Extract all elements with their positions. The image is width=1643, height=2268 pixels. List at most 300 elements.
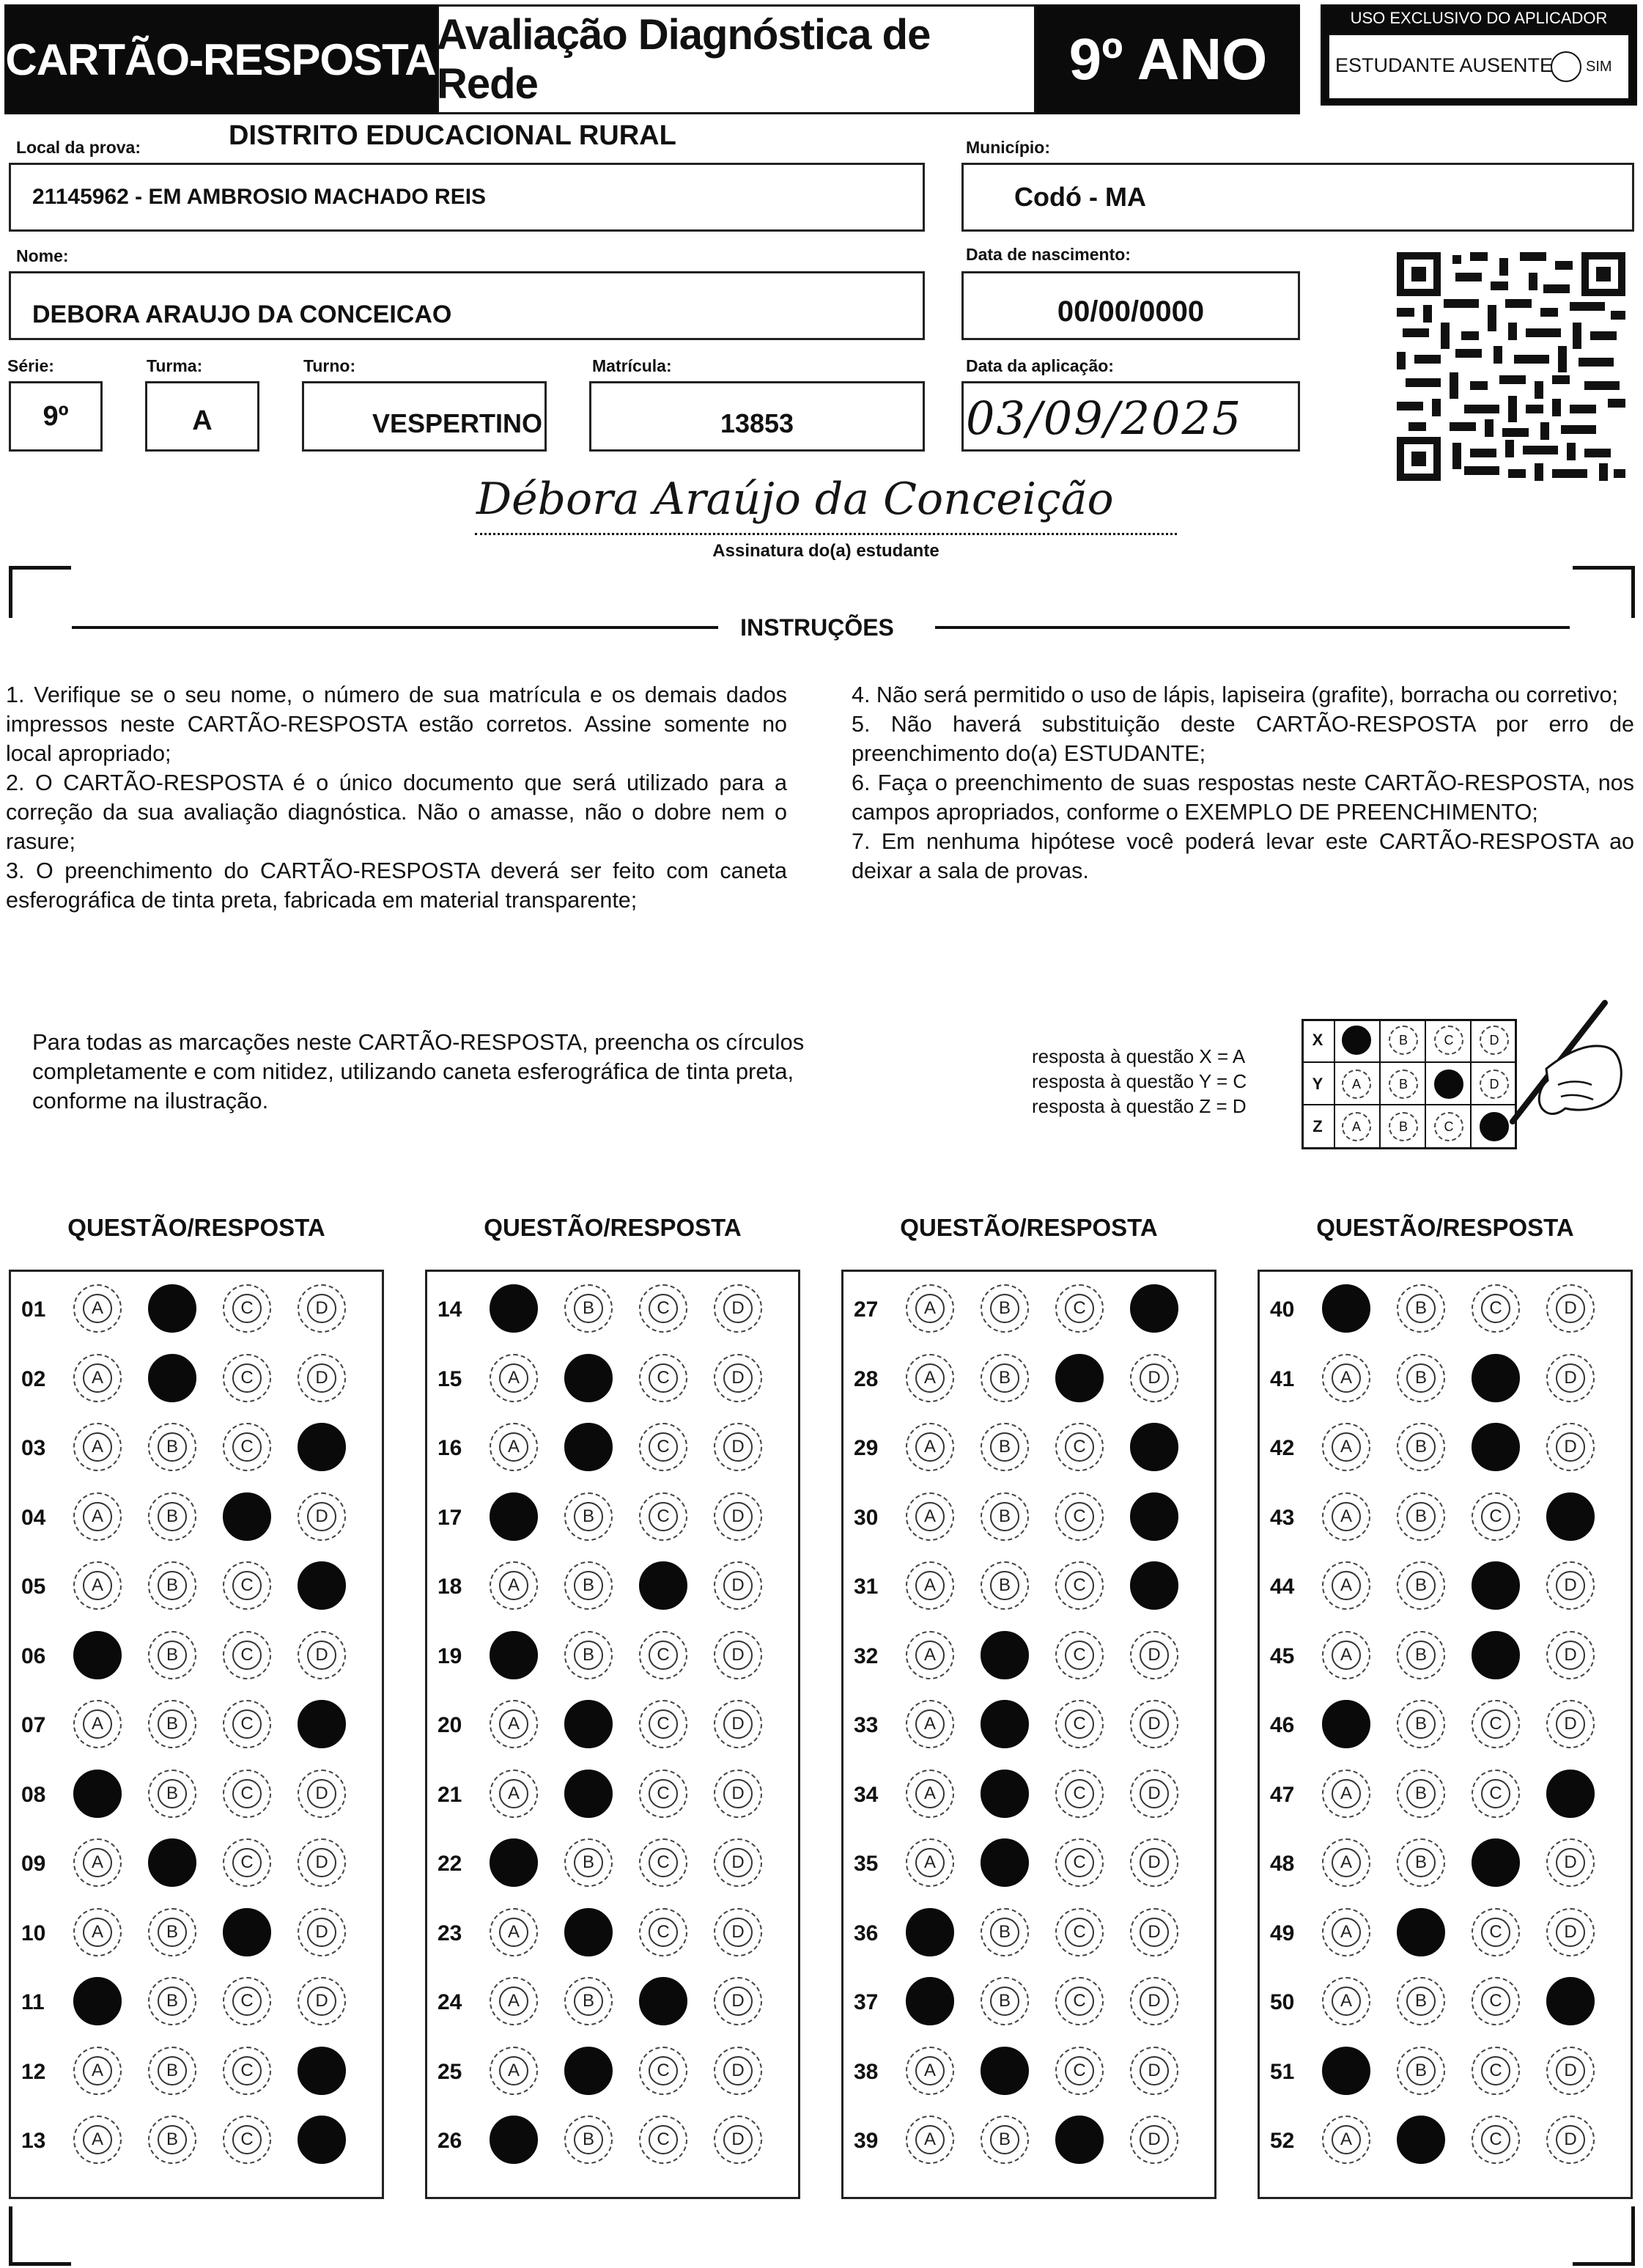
- answers-column-header: QUESTÃO/RESPOSTA: [1316, 1214, 1574, 1241]
- answer-bubble[interactable]: [1322, 1561, 1370, 1610]
- answer-bubble[interactable]: [1055, 1284, 1104, 1333]
- answer-bubble[interactable]: [564, 1492, 613, 1541]
- answer-bubble[interactable]: [490, 1977, 538, 2025]
- turno-value: VESPERTINO: [372, 408, 542, 438]
- example-cell: [1379, 1063, 1426, 1105]
- bubble-letter: B: [990, 1363, 1019, 1393]
- answer-bubble[interactable]: [906, 1354, 954, 1402]
- question-row: [1260, 1910, 1631, 1954]
- answer-bubble-filled[interactable]: [981, 1838, 1029, 1887]
- answer-bubble[interactable]: [1055, 1838, 1104, 1887]
- answer-bubble[interactable]: [223, 1284, 271, 1333]
- answer-bubble-filled[interactable]: [1397, 1908, 1445, 1956]
- bubble-letter: A: [1332, 1502, 1361, 1531]
- answer-bubble[interactable]: [223, 2116, 271, 2164]
- answer-bubble[interactable]: [148, 1977, 196, 2025]
- answer-bubble[interactable]: [298, 1977, 346, 2025]
- question-number: 45: [1270, 1643, 1295, 1668]
- bubble-letter: C: [232, 1641, 262, 1670]
- answer-bubble[interactable]: [564, 1561, 613, 1610]
- answer-bubble[interactable]: [223, 1561, 271, 1610]
- answer-bubble-filled[interactable]: [564, 1423, 613, 1471]
- question-row: [11, 1286, 382, 1330]
- answer-bubble[interactable]: [639, 1354, 687, 1402]
- answer-bubble[interactable]: [1472, 1908, 1520, 1956]
- answer-bubble[interactable]: [1397, 1631, 1445, 1679]
- answer-bubble[interactable]: [906, 1700, 954, 1748]
- answer-bubble[interactable]: [73, 1561, 122, 1610]
- question-row: [843, 1841, 1214, 1885]
- answer-bubble[interactable]: [298, 1354, 346, 1402]
- answer-bubble[interactable]: [298, 1770, 346, 1818]
- answers-column: [1258, 1270, 1633, 2199]
- answer-bubble-filled[interactable]: [1055, 2116, 1104, 2164]
- answer-bubble[interactable]: [714, 1561, 762, 1610]
- answer-bubble-filled[interactable]: [73, 1977, 122, 2025]
- answer-bubble-filled[interactable]: [981, 2047, 1029, 2095]
- answer-bubble[interactable]: [490, 1700, 538, 1748]
- bubble-letter: C: [649, 1848, 678, 1877]
- question-row: [1260, 1841, 1631, 1885]
- question-number: 04: [21, 1505, 46, 1530]
- answer-bubble[interactable]: [714, 1700, 762, 1748]
- answer-bubble[interactable]: [1546, 2116, 1595, 2164]
- question-number: 44: [1270, 1575, 1295, 1599]
- answer-bubble[interactable]: [1546, 1561, 1595, 1610]
- answer-bubble[interactable]: [223, 1770, 271, 1818]
- answer-bubble[interactable]: [639, 1284, 687, 1333]
- answer-bubble[interactable]: [73, 2116, 122, 2164]
- answer-bubble[interactable]: [1130, 1908, 1178, 1956]
- answer-bubble[interactable]: [714, 1908, 762, 1956]
- answer-bubble[interactable]: [1322, 2116, 1370, 2164]
- answer-bubble[interactable]: [148, 2047, 196, 2095]
- answer-bubble[interactable]: [1397, 1770, 1445, 1818]
- bubble-letter: C: [649, 2056, 678, 2085]
- question-row: [11, 1702, 382, 1746]
- question-number: 28: [854, 1366, 879, 1391]
- answer-bubble[interactable]: [1472, 2047, 1520, 2095]
- answer-bubble[interactable]: [490, 1908, 538, 1956]
- bubble-letter: C: [1065, 1918, 1094, 1947]
- answer-bubble[interactable]: [639, 1770, 687, 1818]
- answer-bubble-filled[interactable]: [981, 1631, 1029, 1679]
- answer-bubble[interactable]: [906, 1423, 954, 1471]
- answer-bubble[interactable]: [714, 1423, 762, 1471]
- answer-bubble[interactable]: [1322, 1423, 1370, 1471]
- answer-bubble[interactable]: [1472, 1492, 1520, 1541]
- answer-bubble-filled[interactable]: [639, 1561, 687, 1610]
- answer-bubble[interactable]: [1397, 1354, 1445, 1402]
- answer-bubble-filled[interactable]: [1546, 1492, 1595, 1541]
- bubble-letter: C: [232, 2125, 262, 2154]
- bubble-letter: D: [1140, 1363, 1169, 1393]
- answer-bubble[interactable]: [1130, 2116, 1178, 2164]
- answer-bubble[interactable]: [1130, 1354, 1178, 1402]
- answer-bubble[interactable]: [73, 1492, 122, 1541]
- answer-bubble[interactable]: [490, 1561, 538, 1610]
- bubble-letter: C: [232, 1294, 262, 1323]
- answer-bubble[interactable]: [1130, 2047, 1178, 2095]
- bubble-letter: A: [499, 1709, 528, 1739]
- turma-label: Turma:: [147, 356, 203, 375]
- bubble-letter: D: [723, 2125, 753, 2154]
- bubble-letter: B: [1406, 1294, 1436, 1323]
- answer-bubble[interactable]: [223, 1700, 271, 1748]
- answer-bubble[interactable]: [148, 1908, 196, 1956]
- question-number: 25: [437, 2059, 462, 2084]
- answer-bubble[interactable]: [981, 1284, 1029, 1333]
- answer-bubble-filled[interactable]: [1130, 1561, 1178, 1610]
- example-cell: [1334, 1063, 1379, 1105]
- answer-bubble[interactable]: [906, 1631, 954, 1679]
- answer-bubble[interactable]: [639, 1700, 687, 1748]
- answer-bubble[interactable]: [639, 1631, 687, 1679]
- bubble-letter: B: [990, 1571, 1019, 1600]
- answer-bubble[interactable]: [148, 1423, 196, 1471]
- answer-bubble-filled[interactable]: [298, 2047, 346, 2095]
- answer-bubble[interactable]: [1055, 1700, 1104, 1748]
- answer-bubble[interactable]: [1322, 1977, 1370, 2025]
- bubble-letter: C: [1481, 1987, 1510, 2016]
- answer-bubble-filled[interactable]: [564, 1908, 613, 1956]
- answer-bubble-filled[interactable]: [298, 1700, 346, 1748]
- answer-bubble[interactable]: [490, 1770, 538, 1818]
- district-name: DISTRITO EDUCACIONAL RURAL: [229, 120, 676, 151]
- answer-bubble[interactable]: [1055, 1561, 1104, 1610]
- question-number: 31: [854, 1575, 879, 1599]
- answer-bubble[interactable]: [639, 1838, 687, 1887]
- bubble-letter: B: [990, 1987, 1019, 2016]
- answer-bubble[interactable]: [1322, 1631, 1370, 1679]
- example-cell: [1425, 1019, 1472, 1061]
- bubble-letter: C: [1065, 1709, 1094, 1739]
- answer-bubble[interactable]: [1546, 1631, 1595, 1679]
- question-number: 17: [437, 1505, 462, 1530]
- answer-bubble[interactable]: [1055, 2047, 1104, 2095]
- answer-bubble[interactable]: [1130, 1977, 1178, 2025]
- bubble-letter: A: [915, 1641, 945, 1670]
- nome-label: Nome:: [16, 246, 69, 265]
- example-bubble: B: [1389, 1069, 1418, 1099]
- bubble-letter: D: [1140, 2056, 1169, 2085]
- answer-bubble[interactable]: [1397, 1977, 1445, 2025]
- example-row: [1302, 1104, 1517, 1148]
- answer-bubble-filled[interactable]: [564, 1770, 613, 1818]
- answer-bubble[interactable]: [73, 1423, 122, 1471]
- question-number: 46: [1270, 1713, 1295, 1737]
- answer-bubble[interactable]: [148, 1631, 196, 1679]
- answer-bubble[interactable]: [639, 1492, 687, 1541]
- answer-bubble[interactable]: [1055, 1908, 1104, 1956]
- answer-bubble-filled[interactable]: [1130, 1423, 1178, 1471]
- bubble-letter: D: [307, 1502, 336, 1531]
- answer-bubble[interactable]: [1546, 2047, 1595, 2095]
- answer-bubble[interactable]: [73, 1354, 122, 1402]
- answer-bubble[interactable]: [298, 1492, 346, 1541]
- answer-bubble[interactable]: [1546, 1284, 1595, 1333]
- question-row: [843, 2118, 1214, 2162]
- bubble-letter: D: [307, 1641, 336, 1670]
- answer-bubble[interactable]: [490, 1423, 538, 1471]
- answer-bubble[interactable]: [1546, 1700, 1595, 1748]
- answer-bubble[interactable]: [564, 1284, 613, 1333]
- answer-bubble-filled[interactable]: [490, 1838, 538, 1887]
- bubble-letter: D: [1556, 1363, 1585, 1393]
- answer-bubble[interactable]: [1322, 1908, 1370, 1956]
- bubble-letter: B: [574, 2125, 603, 2154]
- answer-bubble-filled[interactable]: [1472, 1354, 1520, 1402]
- answer-bubble[interactable]: [1130, 1700, 1178, 1748]
- question-row: [1260, 1633, 1631, 1677]
- answer-bubble-filled[interactable]: [73, 1770, 122, 1818]
- bubble-letter: B: [158, 1709, 187, 1739]
- answer-bubble[interactable]: [148, 1561, 196, 1610]
- answer-bubble[interactable]: [564, 2116, 613, 2164]
- answer-bubble[interactable]: [148, 2116, 196, 2164]
- bubble-letter: B: [1406, 1779, 1436, 1808]
- answer-bubble[interactable]: [564, 1631, 613, 1679]
- answer-bubble[interactable]: [1546, 1354, 1595, 1402]
- local-label: Local da prova:: [16, 138, 141, 157]
- answer-bubble[interactable]: [714, 1770, 762, 1818]
- answer-bubble[interactable]: [148, 1770, 196, 1818]
- answer-bubble[interactable]: [1055, 1423, 1104, 1471]
- answer-bubble[interactable]: [564, 1977, 613, 2025]
- signature: Débora Araújo da Conceição: [476, 474, 1114, 525]
- bubble-letter: B: [990, 1432, 1019, 1462]
- bubble-letter: C: [1065, 1848, 1094, 1877]
- answer-bubble-filled[interactable]: [490, 1492, 538, 1541]
- absent-option: SIM: [1586, 59, 1612, 75]
- answer-bubble-filled[interactable]: [1322, 1284, 1370, 1333]
- answer-bubble-filled[interactable]: [223, 1492, 271, 1541]
- bubble-letter: A: [83, 1294, 112, 1323]
- bubble-letter: D: [723, 1848, 753, 1877]
- nome-value: DEBORA ARAUJO DA CONCEICAO: [32, 300, 452, 328]
- answer-bubble[interactable]: [1055, 1631, 1104, 1679]
- bubble-letter: D: [1140, 1709, 1169, 1739]
- answer-bubble[interactable]: [981, 1492, 1029, 1541]
- answer-bubble[interactable]: [1397, 1838, 1445, 1887]
- answer-bubble[interactable]: [1397, 1284, 1445, 1333]
- answer-bubble-filled[interactable]: [1472, 1631, 1520, 1679]
- answer-bubble[interactable]: [298, 1284, 346, 1333]
- bubble-letter: D: [1556, 1294, 1585, 1323]
- answer-bubble-filled[interactable]: [906, 1908, 954, 1956]
- answer-bubble[interactable]: [906, 1284, 954, 1333]
- question-row: [427, 1425, 798, 1469]
- answer-bubble[interactable]: [1055, 1492, 1104, 1541]
- answer-bubble[interactable]: [714, 2116, 762, 2164]
- answer-bubble[interactable]: [1322, 1354, 1370, 1402]
- answer-bubble-filled[interactable]: [564, 2047, 613, 2095]
- answer-bubble[interactable]: [906, 1561, 954, 1610]
- answer-bubble-filled[interactable]: [148, 1354, 196, 1402]
- bubble-letter: B: [158, 1641, 187, 1670]
- answer-bubble[interactable]: [1055, 1770, 1104, 1818]
- answer-bubble-filled[interactable]: [298, 1423, 346, 1471]
- answer-bubble[interactable]: [1472, 2116, 1520, 2164]
- bubble-letter: D: [1556, 1641, 1585, 1670]
- bubble-letter: C: [649, 2125, 678, 2154]
- answer-bubble-filled[interactable]: [148, 1284, 196, 1333]
- answer-bubble-filled[interactable]: [148, 1838, 196, 1887]
- answer-bubble[interactable]: [981, 1561, 1029, 1610]
- answers-column-header: QUESTÃO/RESPOSTA: [67, 1214, 325, 1241]
- answer-bubble[interactable]: [148, 1700, 196, 1748]
- answer-bubble[interactable]: [1397, 1423, 1445, 1471]
- answer-bubble[interactable]: [1546, 1838, 1595, 1887]
- bubble-letter: A: [1332, 1641, 1361, 1670]
- answer-bubble[interactable]: [639, 2047, 687, 2095]
- answer-bubble[interactable]: [1130, 1770, 1178, 1818]
- question-row: [11, 1564, 382, 1608]
- answer-bubble[interactable]: [298, 1631, 346, 1679]
- answer-bubble[interactable]: [1322, 1770, 1370, 1818]
- answer-bubble[interactable]: [73, 1838, 122, 1887]
- question-row: [427, 1564, 798, 1608]
- answer-bubble-filled[interactable]: [564, 1354, 613, 1402]
- question-row: [11, 1841, 382, 1885]
- answer-bubble[interactable]: [73, 1284, 122, 1333]
- bubble-letter: D: [723, 1432, 753, 1462]
- answer-bubble-filled[interactable]: [906, 1977, 954, 2025]
- answer-bubble[interactable]: [714, 1631, 762, 1679]
- answer-bubble[interactable]: [223, 1977, 271, 2025]
- answer-bubble-filled[interactable]: [490, 1284, 538, 1333]
- answer-bubble[interactable]: [1546, 1423, 1595, 1471]
- bubble-letter: C: [1481, 1709, 1510, 1739]
- answer-bubble[interactable]: [906, 2116, 954, 2164]
- signature-label: Assinatura do(a) estudante: [712, 541, 939, 561]
- answer-bubble[interactable]: [490, 2047, 538, 2095]
- answer-bubble[interactable]: [714, 1838, 762, 1887]
- answer-bubble-filled[interactable]: [1322, 2047, 1370, 2095]
- question-number: 07: [21, 1713, 46, 1737]
- answer-bubble-filled[interactable]: [1472, 1838, 1520, 1887]
- question-number: 16: [437, 1436, 462, 1460]
- answer-bubble[interactable]: [714, 1977, 762, 2025]
- answer-bubble[interactable]: [1397, 1492, 1445, 1541]
- answer-bubble[interactable]: [298, 1838, 346, 1887]
- answer-bubble[interactable]: [1472, 1977, 1520, 2025]
- answer-bubble[interactable]: [1397, 2047, 1445, 2095]
- answer-bubble-filled[interactable]: [490, 2116, 538, 2164]
- answer-bubble-filled[interactable]: [1472, 1561, 1520, 1610]
- bubble-letter: B: [990, 1502, 1019, 1531]
- bubble-letter: B: [1406, 1641, 1436, 1670]
- answer-bubble[interactable]: [1055, 1977, 1104, 2025]
- question-row: [843, 1356, 1214, 1400]
- answer-bubble[interactable]: [1322, 1838, 1370, 1887]
- answer-bubble[interactable]: [1472, 1770, 1520, 1818]
- answer-bubble[interactable]: [906, 1492, 954, 1541]
- answer-bubble-filled[interactable]: [1397, 2116, 1445, 2164]
- answer-bubble[interactable]: [981, 1354, 1029, 1402]
- answer-bubble[interactable]: [223, 2047, 271, 2095]
- answer-bubble[interactable]: [906, 1838, 954, 1887]
- answer-bubble[interactable]: [1322, 1492, 1370, 1541]
- bubble-letter: D: [1140, 1918, 1169, 1947]
- absent-bubble[interactable]: [1551, 51, 1581, 82]
- answer-bubble[interactable]: [981, 2116, 1029, 2164]
- answer-bubble[interactable]: [73, 1908, 122, 1956]
- answer-bubble-filled[interactable]: [1546, 1770, 1595, 1818]
- answer-bubble-filled[interactable]: [981, 1700, 1029, 1748]
- answer-bubble[interactable]: [223, 1631, 271, 1679]
- answer-bubble[interactable]: [981, 1908, 1029, 1956]
- instructions-rule-right: [935, 626, 1570, 629]
- bubble-letter: A: [915, 1848, 945, 1877]
- answer-bubble-filled[interactable]: [1322, 1700, 1370, 1748]
- answer-bubble[interactable]: [1472, 1284, 1520, 1333]
- answer-bubble[interactable]: [639, 2116, 687, 2164]
- answer-bubble[interactable]: [148, 1492, 196, 1541]
- answer-bubble[interactable]: [981, 1423, 1029, 1471]
- answer-bubble[interactable]: [906, 2047, 954, 2095]
- answer-bubble-filled[interactable]: [639, 1977, 687, 2025]
- answer-bubble[interactable]: [298, 1908, 346, 1956]
- bubble-letter: A: [1332, 2125, 1361, 2154]
- answer-bubble-filled[interactable]: [490, 1631, 538, 1679]
- answer-bubble[interactable]: [1397, 1700, 1445, 1748]
- answer-bubble[interactable]: [714, 1284, 762, 1333]
- answer-bubble-filled[interactable]: [1472, 1423, 1520, 1471]
- answer-bubble[interactable]: [223, 1838, 271, 1887]
- answer-bubble-filled[interactable]: [1546, 1977, 1595, 2025]
- answer-bubble[interactable]: [490, 1354, 538, 1402]
- bubble-letter: C: [1065, 1779, 1094, 1808]
- answer-bubble[interactable]: [1130, 1838, 1178, 1887]
- answer-bubble[interactable]: [223, 1423, 271, 1471]
- answer-bubble[interactable]: [564, 1838, 613, 1887]
- bubble-letter: C: [649, 1779, 678, 1808]
- bubble-letter: A: [83, 1918, 112, 1947]
- answer-bubble-filled[interactable]: [298, 1561, 346, 1610]
- answer-bubble-filled[interactable]: [564, 1700, 613, 1748]
- answer-bubble[interactable]: [1397, 1561, 1445, 1610]
- answer-bubble-filled[interactable]: [1055, 1354, 1104, 1402]
- answer-bubble-filled[interactable]: [73, 1631, 122, 1679]
- answer-bubble[interactable]: [714, 1354, 762, 1402]
- example-bubble: B: [1389, 1026, 1418, 1055]
- answer-bubble[interactable]: [981, 1977, 1029, 2025]
- answer-bubble-filled[interactable]: [981, 1770, 1029, 1818]
- question-number: 33: [854, 1713, 879, 1737]
- example-row-label: X: [1302, 1019, 1335, 1061]
- answer-bubble[interactable]: [639, 1423, 687, 1471]
- answer-bubble[interactable]: [1472, 1700, 1520, 1748]
- answer-bubble[interactable]: [1130, 1631, 1178, 1679]
- answer-bubble-filled[interactable]: [1130, 1284, 1178, 1333]
- answer-bubble[interactable]: [1546, 1908, 1595, 1956]
- answer-bubble[interactable]: [73, 2047, 122, 2095]
- answer-bubble[interactable]: [714, 2047, 762, 2095]
- answer-bubble-filled[interactable]: [1130, 1492, 1178, 1541]
- answer-bubble-filled[interactable]: [223, 1908, 271, 1956]
- answer-bubble[interactable]: [73, 1700, 122, 1748]
- nascimento-value: 00/00/0000: [1057, 295, 1205, 328]
- answer-bubble[interactable]: [714, 1492, 762, 1541]
- answer-bubble-filled[interactable]: [298, 2116, 346, 2164]
- bubble-letter: C: [1481, 1294, 1510, 1323]
- answer-bubble[interactable]: [639, 1908, 687, 1956]
- aplicacao-label: Data da aplicação:: [966, 356, 1114, 375]
- example-cell: [1425, 1063, 1472, 1105]
- answer-bubble[interactable]: [906, 1770, 954, 1818]
- answer-bubble[interactable]: [223, 1354, 271, 1402]
